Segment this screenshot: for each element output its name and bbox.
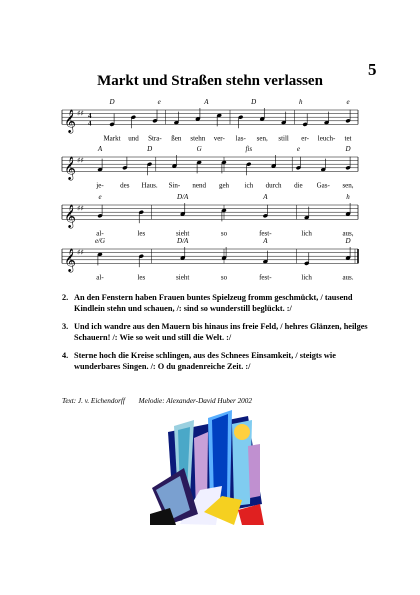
lyric-syllable: fest- [259, 229, 272, 238]
key-signature: ♯♯ [77, 204, 84, 213]
lyric-syllable: lich [301, 273, 312, 282]
lyric-syllable: ßen [171, 134, 182, 143]
key-signature: ♯♯ [77, 248, 84, 257]
verse-2 [62, 293, 382, 315]
lyric-syllable: aus. [342, 273, 354, 282]
time-signature: 4 [88, 112, 92, 121]
lyric-syllable: leuch- [317, 134, 336, 143]
lyric-syllable: Sin- [168, 181, 181, 190]
lyric-syllable: Markt [103, 134, 121, 143]
verse-text: An den Fenstern haben Frauen buntes Spielzeug fromm geschmückt, / tausend Kindlein stehn und schauen, /: sind so wunderstill beglückt. :/ [74, 293, 353, 313]
lyric-syllable: die [294, 181, 303, 190]
lyric-syllable: al- [96, 229, 104, 238]
lyric-syllable: je- [96, 181, 104, 190]
lyric-syllable: so [220, 273, 228, 282]
chord-symbol: D/A [177, 237, 189, 245]
lyric-syllable: des [120, 181, 130, 190]
treble-clef-icon: 𝄞 [64, 247, 76, 272]
lyric-syllable: ver- [213, 134, 225, 143]
key-signature: ♯♯ [77, 109, 84, 118]
chord-symbol: D [109, 98, 115, 106]
lyric-syllable: nend [192, 181, 207, 190]
key-signature: ♯♯ [77, 156, 84, 165]
staff-system [62, 237, 358, 281]
lyric-syllable: durch [265, 181, 282, 190]
lyric-syllable: sen, [342, 181, 354, 190]
chord-symbol: e [346, 98, 350, 106]
lyric-syllable: geh [218, 181, 230, 190]
melody-credit: Melodie: Alexander-David Huber 2002 [138, 397, 252, 405]
staff-system [62, 145, 358, 189]
lyric-syllable: Haus. [141, 181, 158, 190]
verse-text: Und ich wandre aus den Mauern bis hinaus ins freie Feld, / hehres Glänzen, heilges Schauern! /: Wie so weit und still die Welt. :/ [74, 321, 368, 342]
chord-symbol: A [263, 193, 268, 201]
chord-symbol: e [157, 98, 161, 106]
chord-symbol: D [345, 237, 351, 245]
lyric-syllable: les [137, 229, 146, 238]
chord-symbol: h [346, 193, 350, 201]
chord-symbol: D [345, 145, 351, 153]
lyric-syllable: fest- [259, 273, 272, 282]
verse-4 [62, 351, 382, 373]
lyric-syllable: aus, [342, 229, 354, 238]
treble-clef-icon: 𝄞 [64, 108, 76, 133]
staff-system [62, 193, 358, 237]
verse-number: 3. [62, 321, 69, 331]
treble-clef-icon: 𝄞 [64, 203, 76, 228]
lyric-syllable: sen, [256, 134, 268, 143]
chord-symbol: D/A [177, 193, 189, 201]
chord-symbol: G [196, 145, 202, 153]
chord-symbol: D [147, 145, 153, 153]
lyric-syllable: stehn [190, 134, 206, 143]
lyric-syllable: sieht [176, 273, 190, 282]
chord-symbol: A [97, 145, 103, 153]
credits [62, 397, 264, 405]
lyric-syllable: sieht [176, 229, 190, 238]
chord-symbol: h [299, 98, 303, 106]
chord-symbol: A [263, 237, 268, 245]
city-skyline-clipart [150, 410, 270, 525]
text-credit: Text: J. v. Eichendorff [62, 397, 125, 405]
lyric-syllable: still [278, 134, 289, 143]
lyric-syllable: ich [244, 181, 254, 190]
lyric-syllable: Stra- [148, 134, 162, 143]
lyric-syllable: tet [344, 134, 352, 143]
verses [62, 293, 382, 380]
page-number: 5 [368, 60, 377, 79]
chord-symbol: D [251, 98, 257, 106]
verse-text: Sterne hoch die Kreise schlingen, aus des Schnees Einsamkeit, / steigts wie wunderbares Singen. /: O du gnadenreiche Zeit. :/ [74, 350, 336, 371]
chord-symbol: e [296, 145, 300, 153]
chord-symbol: e [98, 193, 102, 201]
lyric-syllable: al- [96, 273, 104, 282]
lyric-syllable: er- [301, 134, 309, 143]
lyric-syllable: les [137, 273, 146, 282]
lyric-syllable: Gas- [316, 181, 330, 190]
verse-number: 4. [62, 350, 69, 360]
lyric-syllable: lich [301, 229, 312, 238]
lyric-syllable: las- [235, 134, 246, 143]
song-title: Markt und Straßen stehn verlassen [97, 73, 323, 89]
staff-system [62, 98, 358, 142]
chord-symbol: A [204, 98, 209, 106]
lyric-syllable: so [220, 229, 228, 238]
chord-symbol: fis [245, 145, 253, 153]
time-signature: 4 [88, 119, 92, 128]
treble-clef-icon: 𝄞 [64, 155, 76, 180]
chord-symbol: e/G [94, 237, 106, 245]
verse-3 [62, 322, 382, 344]
verse-number: 2. [62, 293, 69, 302]
lyric-syllable: und [128, 134, 139, 143]
